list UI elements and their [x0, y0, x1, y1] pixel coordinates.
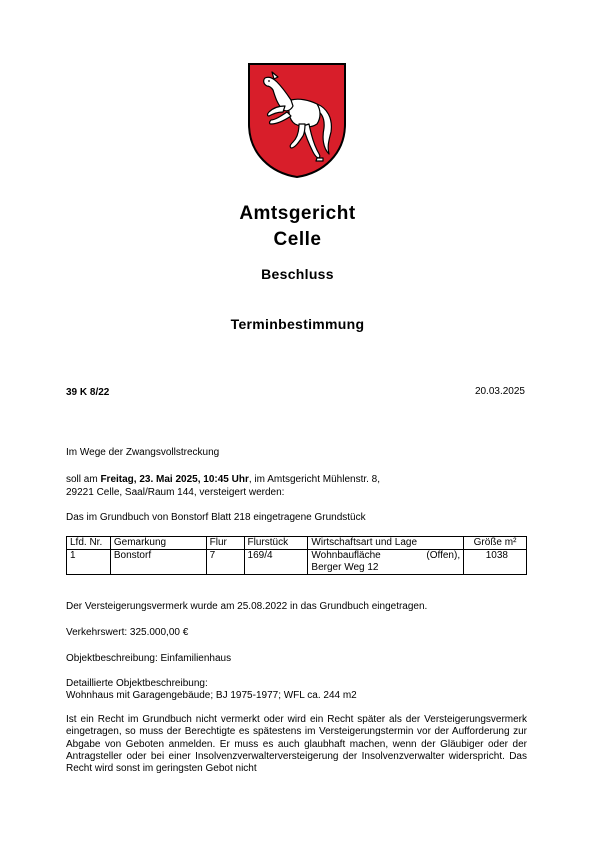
- cell-groesse: 1038: [464, 550, 527, 575]
- header-gemarkung: Gemarkung: [110, 537, 206, 550]
- cell-flurstueck: 169/4: [244, 550, 308, 575]
- property-intro: Das im Grundbuch von Bonstorf Blatt 218 eingetragene Grundstück: [66, 512, 366, 523]
- file-number: 39 K 8/22: [66, 387, 110, 398]
- auction-suffix: , im Amtsgericht Mühlenstr. 8,: [248, 474, 381, 485]
- objektbeschreibung-text: Objektbeschreibung: Einfamilienhaus: [66, 653, 232, 664]
- auction-line-2: 29221 Celle, Saal/Raum 144, versteigert werden:: [66, 487, 285, 498]
- cell-flur: 7: [206, 550, 244, 575]
- court-name-line1: Amtsgericht: [239, 203, 356, 224]
- property-table: [66, 536, 527, 575]
- header-groesse: Größe m²: [464, 537, 527, 550]
- cell-lage-address: Berger Weg 12: [311, 562, 379, 573]
- intro-text: Im Wege der Zwangsvollstreckung: [66, 447, 220, 458]
- cell-lage: [308, 550, 464, 575]
- header-flurstueck: Flurstück: [244, 537, 308, 550]
- cell-lage-status: (Offen),: [426, 550, 461, 561]
- table-header-row: [67, 537, 527, 550]
- table-row: [67, 550, 527, 575]
- document-subject: Terminbestimmung: [230, 316, 365, 332]
- cell-lage-type: Wohnbaufläche: [311, 550, 381, 561]
- auction-line-1: [66, 474, 380, 487]
- header-wirtschaftsart: Wirtschaftsart und Lage: [308, 537, 464, 550]
- court-name-line2: Celle: [273, 229, 322, 250]
- vermerk-text: Der Versteigerungsvermerk wurde am 25.08.2022 in das Grundbuch eingetragen.: [66, 601, 428, 612]
- cell-gemarkung: Bonstorf: [110, 550, 206, 575]
- rights-paragraph: Ist ein Recht im Grundbuch nicht vermerkt oder wird ein Recht später als der Versteigerungsvermerk eingetragen, so muss der Berechtigte es spätestens im Versteigerungstermin vor der Aufforderung zur Abgabe von Geboten anmelden. Er muss es auch glaubhaft machen, wenn der Gläubiger oder der Antragsteller oder bei einer Insolvenzverwalterversteigerung der Insolvenzverwalter widerspricht. Das Recht wird sonst im geringsten Gebot nicht: [66, 714, 527, 775]
- detail-label: Detaillierte Objektbeschreibung:: [66, 678, 208, 689]
- detail-text: Wohnhaus mit Garagengebäude; BJ 1975-1977; WFL ca. 244 m2: [66, 690, 357, 701]
- document-date: 20.03.2025: [474, 386, 525, 397]
- cell-nr: 1: [67, 550, 111, 575]
- document-type: Beschluss: [261, 266, 334, 282]
- auction-date: Freitag, 23. Mai 2025, 10:45 Uhr: [100, 474, 249, 485]
- auction-prefix: soll am: [66, 474, 101, 485]
- horse-eye: [268, 80, 270, 82]
- cell-lage-line1: [311, 550, 460, 562]
- header-lfd-nr: Lfd. Nr.: [67, 537, 111, 550]
- header-flur: Flur: [206, 537, 244, 550]
- verkehrswert-text: Verkehrswert: 325.000,00 €: [66, 627, 189, 638]
- coat-of-arms-lower-saxony: [247, 62, 347, 179]
